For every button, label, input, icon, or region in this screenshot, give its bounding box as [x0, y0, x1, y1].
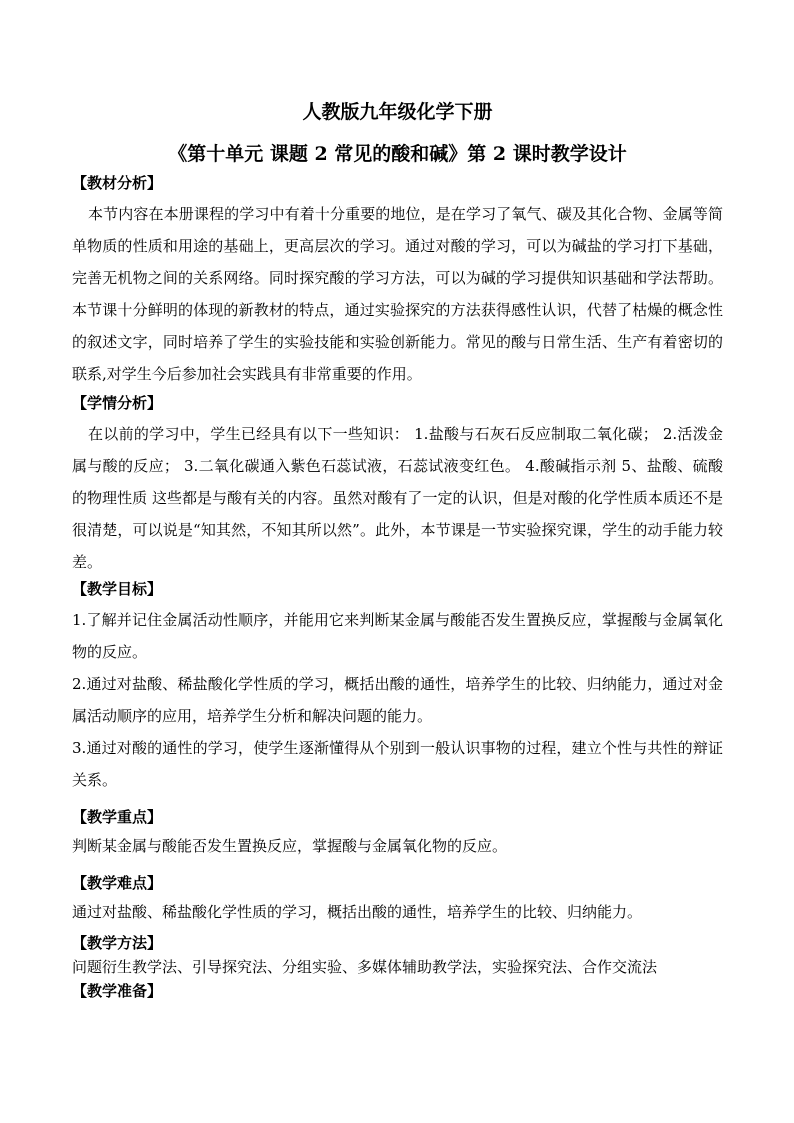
heading-student-analysis: 【学情分析】 [72, 394, 163, 412]
heading-preparation: 【教学准备】 [72, 982, 163, 1000]
heading-material-analysis: 【教材分析】 [72, 174, 163, 192]
objective-item-2: 2.通过对盐酸、稀盐酸化学性质的学习，概括出酸的通性，培养学生的比较、归纳能力，通过对金属活动顺序的应用，培养学生分析和解决问题的能力。 [72, 675, 723, 725]
objective-item-3: 3.通过对酸的通性的学习，使学生逐渐懂得从个别到一般认识事物的过程，建立个性与共性的辩证关系。 [72, 739, 723, 789]
heading-objectives: 【教学目标】 [72, 580, 163, 598]
paragraph-student-analysis: 在以前的学习中，学生已经具有以下一些知识： 1.盐酸与石灰石反应制取二氧化碳； 2.活泼金属与酸的反应； 3.二氧化碳通入紫色石蕊试液，石蕊试液变红色。 4.酸碱指示剂 5、盐酸、硫酸的物理性质 这些都是与酸有关的内容。虽然对酸有了一定的认识，但是对酸的化学性质本质还不是很清楚，可以说是“知其然，不知其所以然”。此外，本节课是一节实验探究课，学生的动手能力较差。 [72, 425, 723, 571]
heading-difficulties: 【教学难点】 [72, 874, 163, 892]
paragraph-key-points: 判断某金属与酸能否发生置换反应，掌握酸与金属氧化物的反应。 [72, 837, 508, 855]
objective-item-1: 1.了解并记住金属活动性顺序，并能用它来判断某金属与酸能否发生置换反应，掌握酸与金属氧化物的反应。 [72, 611, 723, 661]
document-title: 人教版九年级化学下册 [302, 101, 493, 123]
document-page [72, 100, 723, 1002]
heading-methods: 【教学方法】 [72, 934, 163, 952]
heading-key-points: 【教学重点】 [72, 808, 163, 826]
paragraph-difficulties: 通过对盐酸、稀盐酸化学性质的学习，概括出酸的通性，培养学生的比较、归纳能力。 [72, 903, 643, 921]
document-subtitle: 《第十单元 课题 2 常见的酸和碱》第 2 课时教学设计 [168, 143, 627, 165]
paragraph-material-analysis: 本节内容在本册课程的学习中有着十分重要的地位，是在学习了氧气、碳及其化合物、金属等简单物质的性质和用途的基础上，更高层次的学习。通过对酸的学习，可以为碱盐的学习打下基础，完善无机物之间的关系网络。同时探究酸的学习方法，可以为碱的学习提供知识基础和学法帮助。本节课十分鲜明的体现的新教材的特点，通过实验探究的方法获得感性认识，代替了枯燥的概念性的叙述文字，同时培养了学生的实验技能和实验创新能力。常见的酸与日常生活、生产有着密切的联系,对学生今后参加社会实践具有非常重要的作用。 [72, 205, 723, 383]
paragraph-methods: 问题衍生教学法、引导探究法、分组实验、多媒体辅助教学法，实验探究法、合作交流法 [72, 958, 658, 976]
